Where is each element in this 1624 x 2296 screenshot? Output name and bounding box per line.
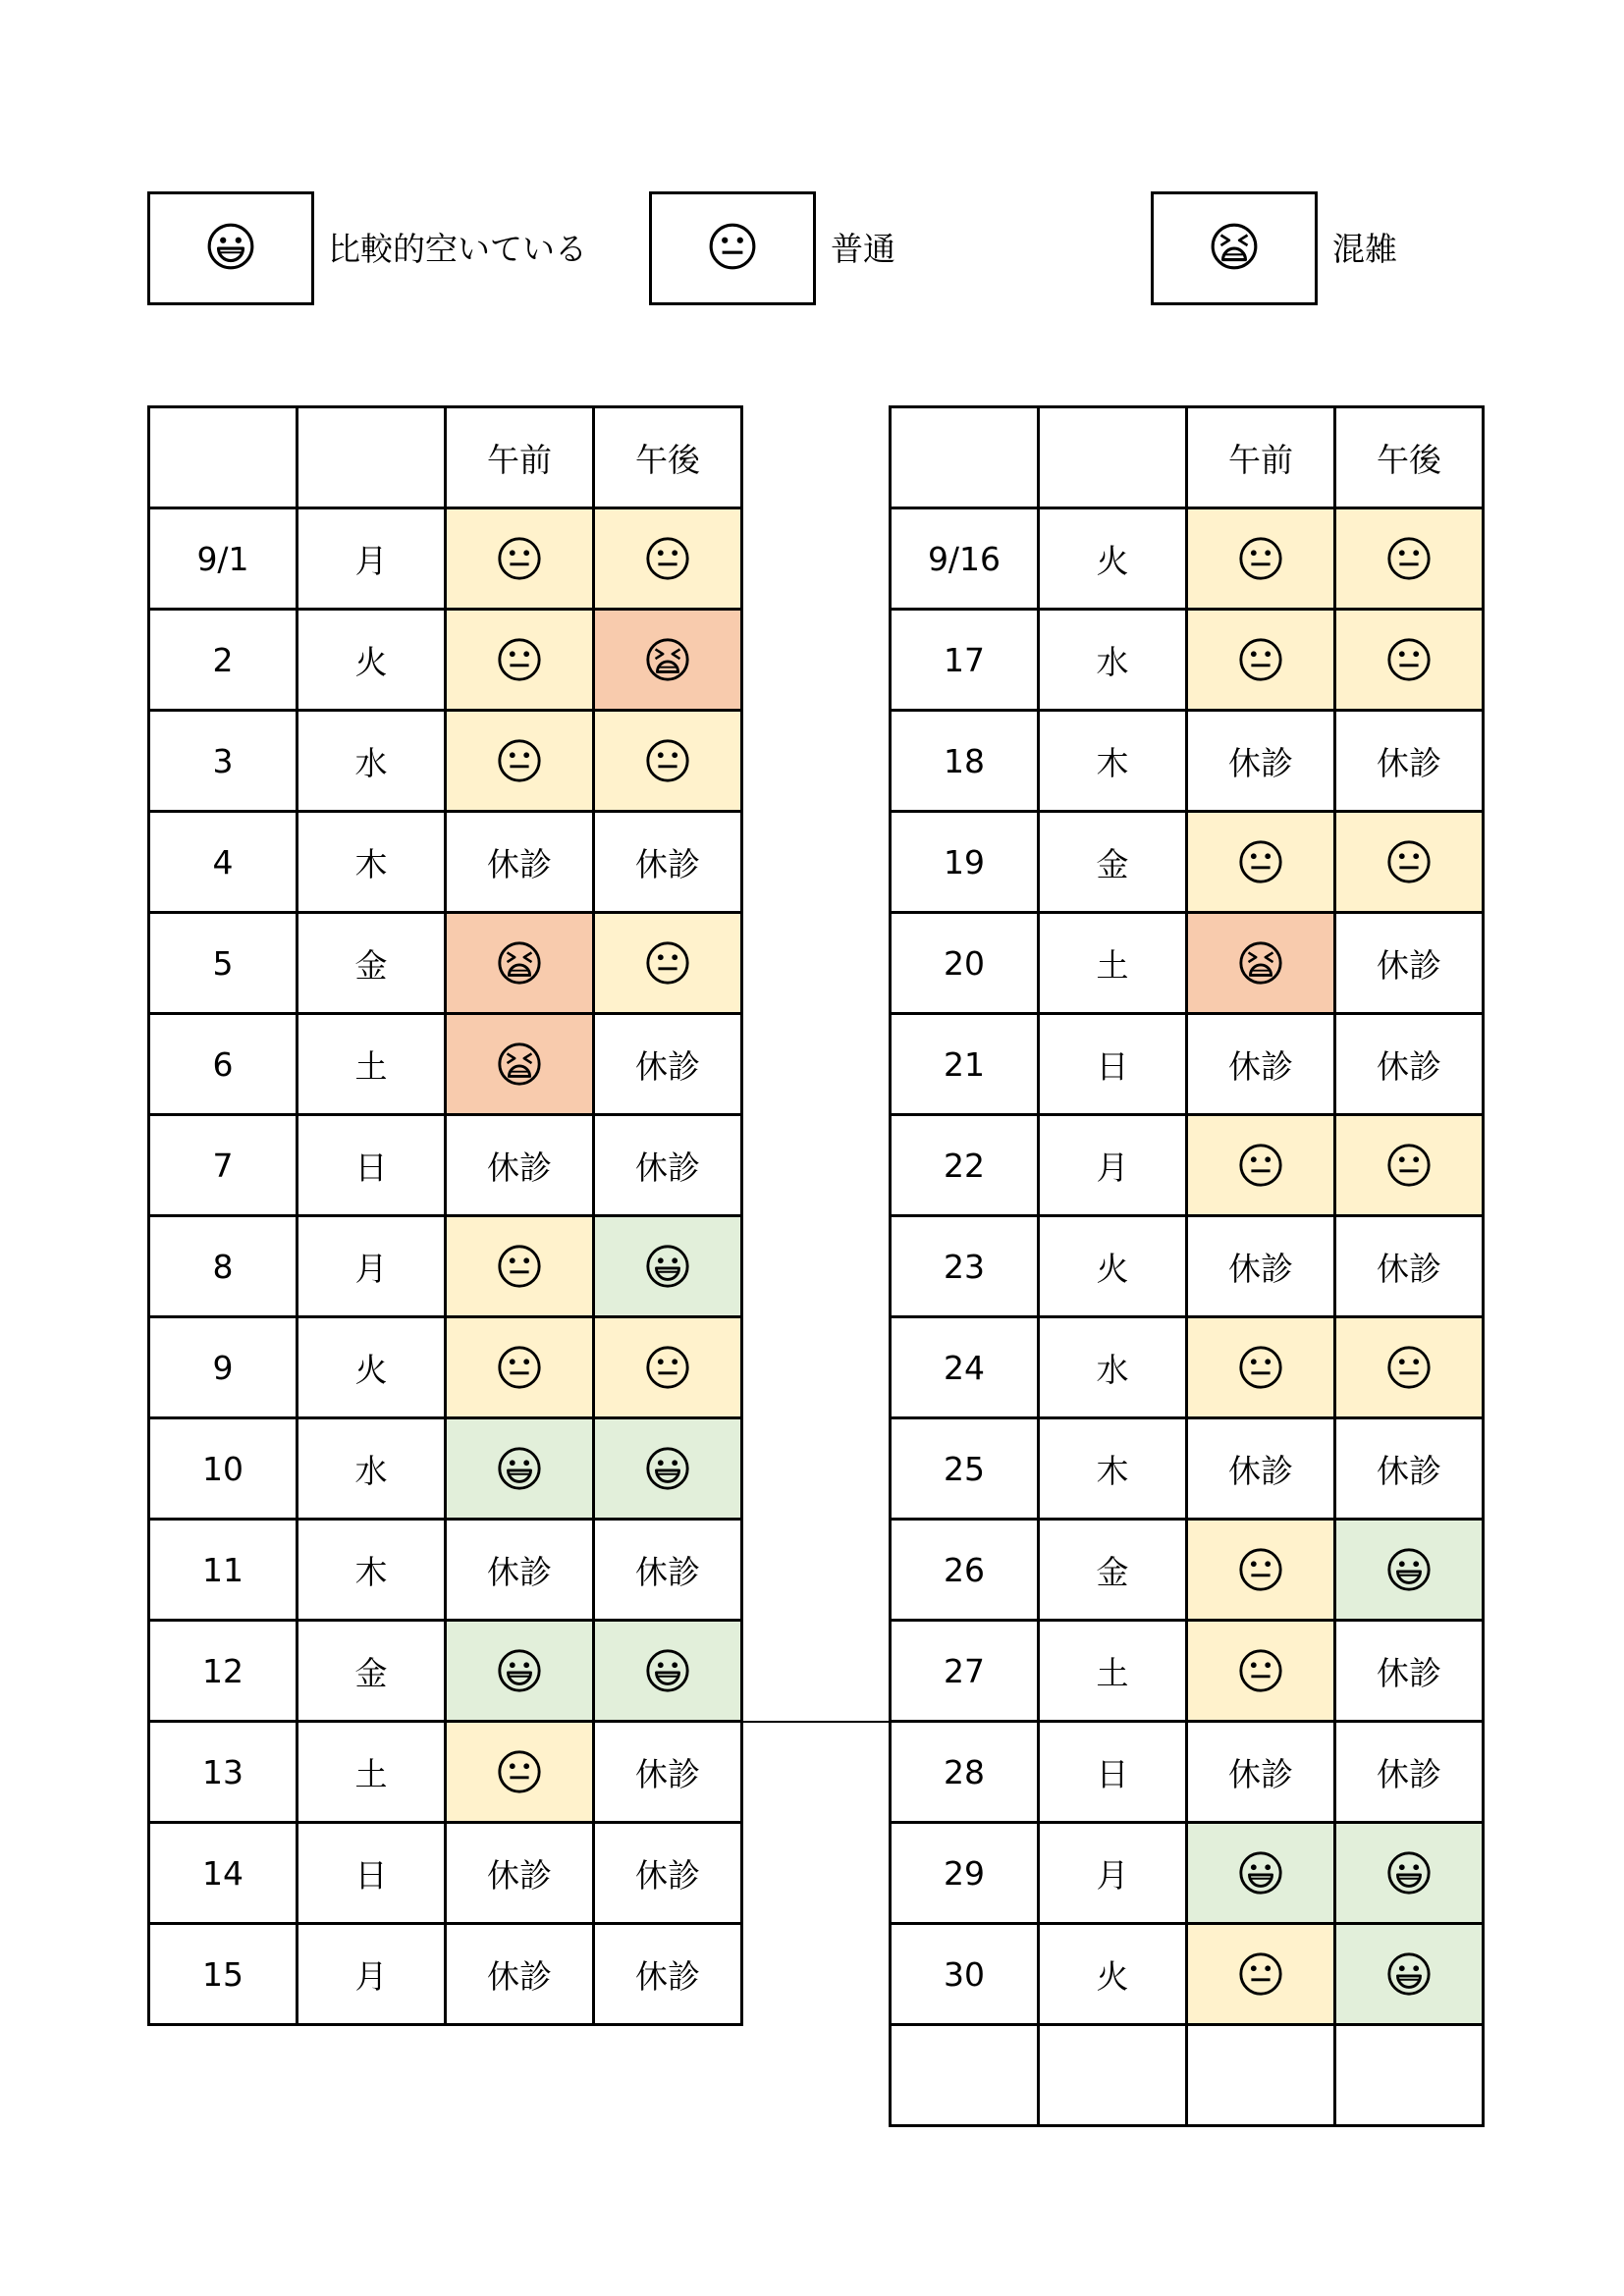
- pm-closed-cell: 休診: [1335, 1216, 1484, 1317]
- pm-status-cell: [594, 1418, 742, 1520]
- date-cell: 3: [149, 711, 298, 812]
- am-status-cell: [1187, 812, 1335, 913]
- weekday-cell: 火: [1039, 508, 1187, 610]
- tired-face-icon: [447, 939, 592, 987]
- date-cell: 14: [149, 1823, 298, 1924]
- grin-face-icon: [595, 1445, 740, 1492]
- table-row: [891, 1924, 1484, 2025]
- table-row: [149, 1216, 742, 1317]
- pm-status-cell: [594, 1317, 742, 1418]
- neutral-face-icon: [707, 221, 758, 276]
- header-row: [891, 407, 1484, 508]
- weekday-cell: 火: [1039, 1216, 1187, 1317]
- weekday-cell: 日: [298, 1115, 446, 1216]
- date-cell: 4: [149, 812, 298, 913]
- neutral-face-icon: [1188, 1950, 1333, 1998]
- table-row: [891, 1823, 1484, 1924]
- pm-status-cell: [1335, 508, 1484, 610]
- header-pm: 午後: [594, 407, 742, 508]
- weekday-cell: 水: [1039, 1317, 1187, 1418]
- table-row: [891, 711, 1484, 812]
- neutral-face-icon: [447, 636, 592, 683]
- table-row: [891, 913, 1484, 1014]
- table-row: [891, 1621, 1484, 1722]
- date-cell: 24: [891, 1317, 1039, 1418]
- am-status-cell: [446, 1722, 594, 1823]
- am-status-cell: [1187, 1520, 1335, 1621]
- weekday-cell: 金: [1039, 812, 1187, 913]
- table-row: [149, 812, 742, 913]
- date-cell: 9: [149, 1317, 298, 1418]
- weekday-cell: 金: [298, 913, 446, 1014]
- date-cell: [891, 2025, 1039, 2126]
- tired-face-icon: [595, 636, 740, 683]
- weekday-cell: 月: [298, 1924, 446, 2025]
- pm-status-cell: [1335, 1115, 1484, 1216]
- pm-status-cell: [1335, 610, 1484, 711]
- am-status-cell: [446, 508, 594, 610]
- pm-closed-cell: 休診: [594, 1115, 742, 1216]
- table-row: [891, 1520, 1484, 1621]
- date-cell: 21: [891, 1014, 1039, 1115]
- schedule-table-left: [147, 405, 743, 2026]
- grin-face-icon: [1336, 1546, 1482, 1593]
- weekday-cell: 木: [298, 812, 446, 913]
- date-cell: 26: [891, 1520, 1039, 1621]
- grin-face-icon: [447, 1647, 592, 1694]
- am-closed-cell: 休診: [446, 1520, 594, 1621]
- weekday-cell: 木: [1039, 1418, 1187, 1520]
- date-cell: 22: [891, 1115, 1039, 1216]
- table-row: [891, 1317, 1484, 1418]
- neutral-face-icon: [1336, 1344, 1482, 1391]
- weekday-cell: 水: [1039, 610, 1187, 711]
- date-cell: 5: [149, 913, 298, 1014]
- date-cell: 9/16: [891, 508, 1039, 610]
- am-closed-cell: 休診: [1187, 1418, 1335, 1520]
- pm-status-cell: [1335, 1823, 1484, 1924]
- table-row: [149, 913, 742, 1014]
- header-blank: [1039, 407, 1187, 508]
- pm-closed-cell: 休診: [594, 1520, 742, 1621]
- table-row: [891, 508, 1484, 610]
- pm-status-cell: [594, 508, 742, 610]
- am-closed-cell: 休診: [446, 1823, 594, 1924]
- date-cell: 27: [891, 1621, 1039, 1722]
- neutral-face-icon: [1188, 1142, 1333, 1189]
- date-cell: 9/1: [149, 508, 298, 610]
- weekday-cell: 月: [1039, 1115, 1187, 1216]
- weekday-cell: 金: [298, 1621, 446, 1722]
- neutral-face-icon: [447, 737, 592, 784]
- am-closed-cell: 休診: [446, 812, 594, 913]
- am-status-cell: [1187, 610, 1335, 711]
- date-cell: 19: [891, 812, 1039, 913]
- am-status-cell: [1187, 1115, 1335, 1216]
- pm-closed-cell: 休診: [594, 1014, 742, 1115]
- am-status-cell: [446, 1418, 594, 1520]
- pm-status-cell: [594, 1621, 742, 1722]
- pm-closed-cell: 休診: [1335, 1014, 1484, 1115]
- header-blank: [298, 407, 446, 508]
- am-status-cell: [446, 1014, 594, 1115]
- am-closed-cell: 休診: [1187, 1014, 1335, 1115]
- date-cell: 18: [891, 711, 1039, 812]
- neutral-face-icon: [1188, 1344, 1333, 1391]
- am-status-cell: [1187, 1823, 1335, 1924]
- pm-closed-cell: 休診: [594, 1722, 742, 1823]
- grin-face-icon: [447, 1445, 592, 1492]
- pm-closed-cell: 休診: [1335, 711, 1484, 812]
- neutral-face-icon: [595, 535, 740, 582]
- pm-status-cell: [1335, 1317, 1484, 1418]
- date-cell: 8: [149, 1216, 298, 1317]
- am-closed-cell: 休診: [1187, 1722, 1335, 1823]
- table-row: [891, 1418, 1484, 1520]
- table-row: [149, 711, 742, 812]
- weekday-cell: 日: [1039, 1014, 1187, 1115]
- am-closed-cell: 休診: [1187, 1216, 1335, 1317]
- pm-closed-cell: 休診: [1335, 1418, 1484, 1520]
- date-cell: 11: [149, 1520, 298, 1621]
- table-row: [149, 1317, 742, 1418]
- neutral-face-icon: [447, 1344, 592, 1391]
- grin-face-icon: [1188, 1849, 1333, 1896]
- date-cell: 28: [891, 1722, 1039, 1823]
- date-cell: 17: [891, 610, 1039, 711]
- am-status-cell: [1187, 1924, 1335, 2025]
- weekday-cell: 土: [298, 1722, 446, 1823]
- pm-empty-cell: [1335, 2025, 1484, 2126]
- table-row: [149, 508, 742, 610]
- date-cell: 20: [891, 913, 1039, 1014]
- header-am: 午前: [1187, 407, 1335, 508]
- am-closed-cell: 休診: [446, 1115, 594, 1216]
- am-closed-cell: 休診: [1187, 711, 1335, 812]
- pm-closed-cell: 休診: [594, 1823, 742, 1924]
- date-cell: 23: [891, 1216, 1039, 1317]
- header-am: 午前: [446, 407, 594, 508]
- grin-face-icon: [595, 1647, 740, 1694]
- weekday-cell: 日: [1039, 1722, 1187, 1823]
- neutral-face-icon: [1336, 1142, 1482, 1189]
- legend-swatch-crowded: [1151, 191, 1318, 305]
- pm-status-cell: [594, 913, 742, 1014]
- neutral-face-icon: [1188, 1546, 1333, 1593]
- table-divider-line: [738, 1721, 889, 1723]
- neutral-face-icon: [447, 1748, 592, 1795]
- table-row: [149, 1014, 742, 1115]
- table-row: [891, 1722, 1484, 1823]
- table-row: [149, 1924, 742, 2025]
- table-row: [149, 1722, 742, 1823]
- neutral-face-icon: [1336, 535, 1482, 582]
- grin-face-icon: [205, 221, 256, 276]
- date-cell: 25: [891, 1418, 1039, 1520]
- header-blank: [149, 407, 298, 508]
- grin-face-icon: [595, 1243, 740, 1290]
- pm-closed-cell: 休診: [1335, 913, 1484, 1014]
- am-status-cell: [446, 1621, 594, 1722]
- weekday-cell: 火: [1039, 1924, 1187, 2025]
- neutral-face-icon: [1336, 838, 1482, 885]
- weekday-cell: 水: [298, 1418, 446, 1520]
- weekday-cell: 木: [298, 1520, 446, 1621]
- date-cell: 12: [149, 1621, 298, 1722]
- table-row: [149, 1418, 742, 1520]
- legend-swatch-normal: [649, 191, 816, 305]
- table-row: [891, 610, 1484, 711]
- grin-face-icon: [1336, 1950, 1482, 1998]
- pm-status-cell: [594, 1216, 742, 1317]
- table-row: [149, 1823, 742, 1924]
- tired-face-icon: [1188, 939, 1333, 987]
- pm-status-cell: [594, 610, 742, 711]
- neutral-face-icon: [1188, 636, 1333, 683]
- date-cell: 7: [149, 1115, 298, 1216]
- weekday-cell: 土: [1039, 913, 1187, 1014]
- neutral-face-icon: [447, 535, 592, 582]
- am-status-cell: [1187, 913, 1335, 1014]
- am-status-cell: [1187, 1317, 1335, 1418]
- legend-label-crowded: 混雑: [1332, 230, 1397, 268]
- weekday-cell: 木: [1039, 711, 1187, 812]
- weekday-cell: 月: [298, 508, 446, 610]
- legend-label-vacant: 比較的空いている: [328, 230, 587, 268]
- pm-status-cell: [1335, 812, 1484, 913]
- date-cell: 29: [891, 1823, 1039, 1924]
- am-status-cell: [446, 913, 594, 1014]
- legend-label-normal: 普通: [831, 230, 895, 268]
- pm-status-cell: [1335, 1520, 1484, 1621]
- table-row: [891, 1115, 1484, 1216]
- neutral-face-icon: [595, 1344, 740, 1391]
- weekday-cell: 土: [298, 1014, 446, 1115]
- pm-closed-cell: 休診: [1335, 1621, 1484, 1722]
- am-status-cell: [1187, 1621, 1335, 1722]
- am-closed-cell: 休診: [446, 1924, 594, 2025]
- weekday-cell: 火: [298, 610, 446, 711]
- pm-closed-cell: 休診: [594, 812, 742, 913]
- neutral-face-icon: [1336, 636, 1482, 683]
- neutral-face-icon: [447, 1243, 592, 1290]
- weekday-cell: 月: [1039, 1823, 1187, 1924]
- weekday-cell: 日: [298, 1823, 446, 1924]
- header-pm: 午後: [1335, 407, 1484, 508]
- tired-face-icon: [1209, 221, 1260, 276]
- weekday-cell: 金: [1039, 1520, 1187, 1621]
- table-row: [891, 2025, 1484, 2126]
- table-row: [891, 1014, 1484, 1115]
- grin-face-icon: [1336, 1849, 1482, 1896]
- pm-status-cell: [594, 711, 742, 812]
- am-status-cell: [446, 1317, 594, 1418]
- tired-face-icon: [447, 1041, 592, 1088]
- weekday-cell: 火: [298, 1317, 446, 1418]
- am-status-cell: [1187, 508, 1335, 610]
- weekday-cell: 月: [298, 1216, 446, 1317]
- weekday-cell: [1039, 2025, 1187, 2126]
- date-cell: 10: [149, 1418, 298, 1520]
- date-cell: 6: [149, 1014, 298, 1115]
- date-cell: 2: [149, 610, 298, 711]
- schedule-table-right: [889, 405, 1485, 2127]
- am-status-cell: [446, 1216, 594, 1317]
- date-cell: 15: [149, 1924, 298, 2025]
- weekday-cell: 水: [298, 711, 446, 812]
- neutral-face-icon: [1188, 1647, 1333, 1694]
- table-row: [891, 812, 1484, 913]
- am-status-cell: [446, 711, 594, 812]
- table-row: [149, 1115, 742, 1216]
- am-status-cell: [446, 610, 594, 711]
- table-row: [149, 610, 742, 711]
- table-row: [149, 1621, 742, 1722]
- header-blank: [891, 407, 1039, 508]
- legend-swatch-vacant: [147, 191, 314, 305]
- neutral-face-icon: [595, 939, 740, 987]
- am-empty-cell: [1187, 2025, 1335, 2126]
- table-row: [149, 1520, 742, 1621]
- neutral-face-icon: [1188, 838, 1333, 885]
- date-cell: 13: [149, 1722, 298, 1823]
- pm-status-cell: [1335, 1924, 1484, 2025]
- neutral-face-icon: [595, 737, 740, 784]
- date-cell: 30: [891, 1924, 1039, 2025]
- pm-closed-cell: 休診: [594, 1924, 742, 2025]
- neutral-face-icon: [1188, 535, 1333, 582]
- pm-closed-cell: 休診: [1335, 1722, 1484, 1823]
- header-row: [149, 407, 742, 508]
- weekday-cell: 土: [1039, 1621, 1187, 1722]
- table-row: [891, 1216, 1484, 1317]
